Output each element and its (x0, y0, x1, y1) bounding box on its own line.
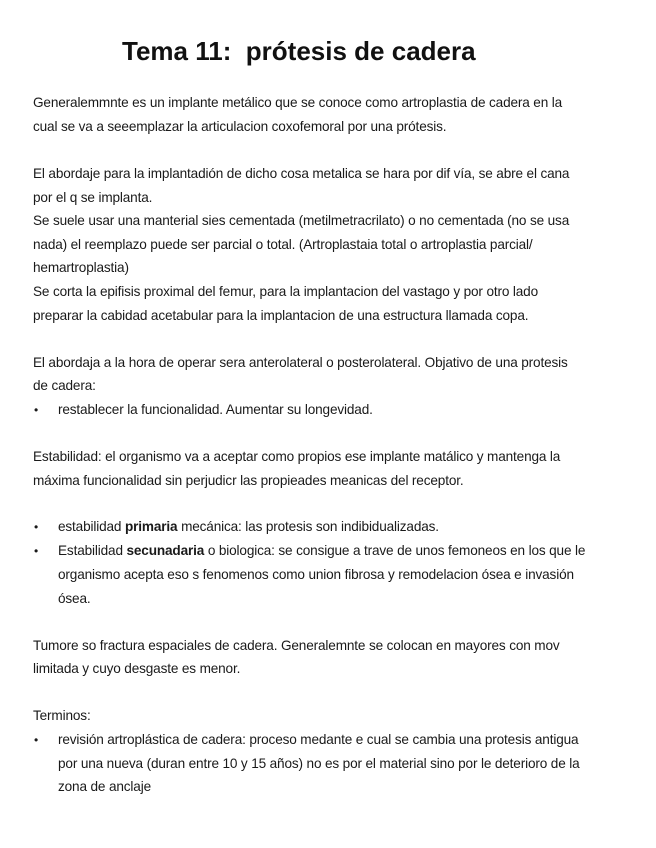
page-title: Tema 11: prótesis de cadera (122, 36, 476, 66)
paragraph-line: Estabilidad: el organismo va a aceptar como propios ese implante matálico y mantenga la (33, 449, 561, 464)
section-heading: Terminos: (33, 708, 91, 723)
paragraph-line: Se suele usar una manterial sies cementada (metilmetracrilato) o no cementada (no se usa (33, 213, 570, 228)
text: o biologica: se consigue a trave de unos femoneos en los que le (204, 543, 586, 558)
text: mecánica: las protesis son indibidualizadas. (177, 519, 439, 534)
paragraph-line: por el q se implanta. (33, 190, 153, 205)
bullet-item (58, 518, 439, 536)
paragraph-line: Se corta la epifisis proximal del femur, para la implantacion del vastago y por otro lado (33, 284, 538, 299)
bold-term: secunadaria (126, 543, 205, 558)
bullet-item-continuation: zona de anclaje (58, 779, 151, 794)
bullet-item-continuation: por una nueva (duran entre 10 y 15 años) no es por el material sino por le deterioro de la (58, 756, 580, 771)
paragraph-line: nada) el reemplazo puede ser parcial o total. (Artroplastaia total o artroplastia parcial/ (33, 237, 533, 252)
paragraph-line: El abordaja a la hora de operar sera anterolateral o posterolateral. Objativo de una protesis (33, 355, 568, 370)
bullet-item: restablecer la funcionalidad. Aumentar su longevidad. (58, 402, 373, 417)
paragraph-line: Generalemmnte es un implante metálico que se conoce como artroplastia de cadera en la (33, 95, 563, 110)
paragraph-line: El abordaje para la implantadión de dicho cosa metalica se hara por dif vía, se abre el cana (33, 166, 570, 181)
bullet-item-continuation: ósea. (58, 591, 91, 606)
text: estabilidad (58, 519, 125, 534)
paragraph-line: máxima funcionalidad sin perjudicr las propieades meanicas del receptor. (33, 473, 464, 488)
bold-term: primaria (124, 519, 178, 534)
bullet-icon: • (34, 544, 39, 558)
text: Estabilidad (58, 543, 127, 558)
bullet-icon: • (34, 733, 39, 747)
bullet-item-continuation: organismo acepta eso s fenomenos como union fibrosa y remodelacion ósea e invasión (58, 567, 574, 582)
bullet-icon: • (34, 520, 39, 534)
bullet-item (58, 542, 585, 560)
paragraph-line: de cadera: (33, 378, 96, 393)
bullet-item: revisión artroplástica de cadera: proceso medante e cual se cambia una protesis antigua (58, 732, 579, 747)
paragraph-line: limitada y cuyo desgaste es menor. (33, 661, 241, 676)
paragraph-line: Tumore so fractura espaciales de cadera. Generalemnte se colocan en mayores con mov (33, 638, 560, 653)
paragraph-line: preparar la cabidad acetabular para la implantacion de una estructura llamada copa. (33, 308, 529, 323)
paragraph-line: cual se va a seeemplazar la articulacion coxofemoral por una prótesis. (33, 119, 447, 134)
bullet-icon: • (34, 403, 39, 417)
paragraph-line: hemartroplastia) (33, 260, 129, 275)
